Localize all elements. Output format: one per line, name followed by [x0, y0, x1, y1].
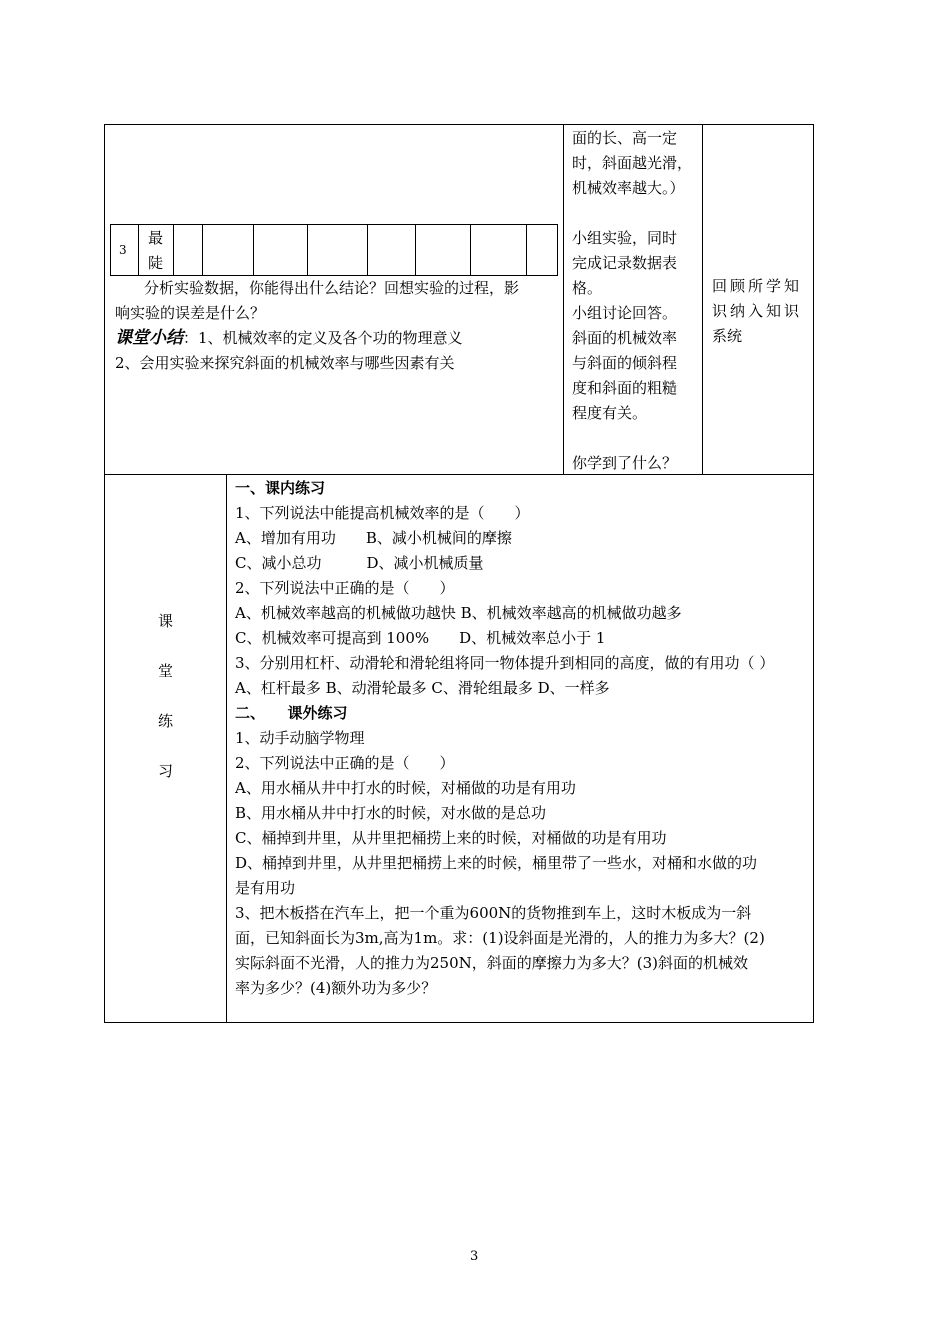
practice-content [235, 476, 809, 1001]
table-border-bottom [104, 1022, 814, 1023]
practice-line: 3、分别用杠杆、动滑轮和滑轮组将同一物体提升到相同的高度，做的有用功（ ） [235, 654, 775, 672]
student-activity-line: 面的长、高一定 [572, 129, 678, 147]
design-intent-line: 回顾所学知 [712, 277, 803, 295]
student-activity-line: 与斜面的倾斜程 [572, 354, 678, 372]
practice-line: 2、下列说法中正确的是（ ） [235, 579, 455, 597]
practice-line: 率为多少？(4)额外功为多少？ [235, 979, 437, 997]
student-activity-line: 格。 [572, 279, 603, 297]
col-divider-practice [226, 474, 227, 1023]
practice-line: A、增加有用功 B、减小机械间的摩擦 [235, 529, 512, 547]
practice-line: 1、下列说法中能提高机械效率的是（ ） [235, 504, 530, 522]
practice-line: C、桶掉到井里，从井里把桶捞上来的时候，对桶做的功是有用功 [235, 829, 667, 847]
student-activity-line: 机械效率越大。） [572, 179, 685, 197]
table-border-left [104, 124, 105, 1023]
student-activity-line [572, 201, 700, 226]
page-number: 3 [470, 1249, 479, 1264]
col-divider-student [702, 124, 703, 475]
practice-side-char: 习 [158, 762, 174, 780]
practice-line: C、机械效率可提高到 100% D、机械效率总小于 1 [235, 629, 606, 647]
student-activity-line: 程度有关。 [572, 404, 648, 422]
practice-line: D、桶掉到井里，从井里把桶捞上来的时候，桶里带了一些水，对桶和水做的功 [235, 854, 758, 872]
student-activity-line: 小组实验，同时 [572, 229, 678, 247]
practice-line: 是有用功 [235, 879, 296, 897]
practice-section-heading: 二、 课外练习 [235, 704, 348, 722]
practice-line: A、用水桶从井中打水的时候，对桶做的功是有用功 [235, 779, 576, 797]
practice-line: A、机械效率越高的机械做功越快 B、机械效率越高的机械做功越多 [235, 604, 682, 622]
practice-side-char: 课 [158, 612, 174, 630]
data-row-index: 3 [119, 243, 127, 257]
student-activity-line: 时，斜面越光滑， [572, 154, 693, 172]
analysis-question-line1: 分析实验数据，你能得出什么结论？回想实验的过程，影 [144, 279, 520, 297]
summary-line1 [115, 326, 463, 351]
student-activity-line: 你学到了什么？ [572, 454, 678, 472]
analysis-question-line2: 响实验的误差是什么？ [115, 304, 266, 322]
row-divider [104, 474, 814, 475]
design-intent-line: 识纳入知识 [712, 302, 803, 320]
design-intent-column [712, 274, 810, 349]
practice-line: 3、把木板搭在汽车上，把一个重为600N的货物推到车上，这时木板成为一斜 [235, 904, 752, 922]
practice-line: C、减小总功 D、减小机械质量 [235, 554, 484, 572]
student-activity-column [572, 126, 700, 476]
practice-line: 1、动手动脑学物理 [235, 729, 365, 747]
practice-line: 面，已知斜面长为3m,高为1m。求：(1)设斜面是光滑的，人的推力为多大？(2) [235, 929, 765, 947]
summary-item-2: 2、会用实验来探究斜面的机械效率与哪些因素有关 [115, 354, 455, 372]
data-row-label-2: 陡 [148, 254, 164, 272]
practice-line: B、用水桶从井中打水的时候，对水做的是总功 [235, 804, 547, 822]
col-divider-teacher [563, 124, 564, 475]
summary-label: 课堂小结 [115, 328, 183, 348]
practice-line: 2、下列说法中正确的是（ ） [235, 754, 455, 772]
student-activity-line: 完成记录数据表 [572, 254, 678, 272]
student-activity-line: 斜面的机械效率 [572, 329, 678, 347]
practice-line: A、杠杆最多 B、动滑轮最多 C、滑轮组最多 D、一样多 [235, 679, 610, 697]
practice-side-char: 练 [158, 712, 174, 730]
summary-item-1: ：1、机械效率的定义及各个功的物理意义 [183, 329, 463, 347]
design-intent-line: 系统 [712, 327, 743, 345]
table-border-top [104, 124, 814, 125]
data-row-label-1: 最 [148, 229, 164, 247]
practice-section-heading: 一、课内练习 [235, 479, 326, 497]
student-activity-line [572, 426, 700, 451]
student-activity-line: 度和斜面的粗糙 [572, 379, 678, 397]
practice-line: 实际斜面不光滑，人的推力为250N，斜面的摩擦力为多大？(3)斜面的机械效 [235, 954, 749, 972]
student-activity-line: 小组讨论回答。 [572, 304, 678, 322]
practice-side-char: 堂 [158, 662, 174, 680]
table-border-right [813, 124, 814, 1023]
